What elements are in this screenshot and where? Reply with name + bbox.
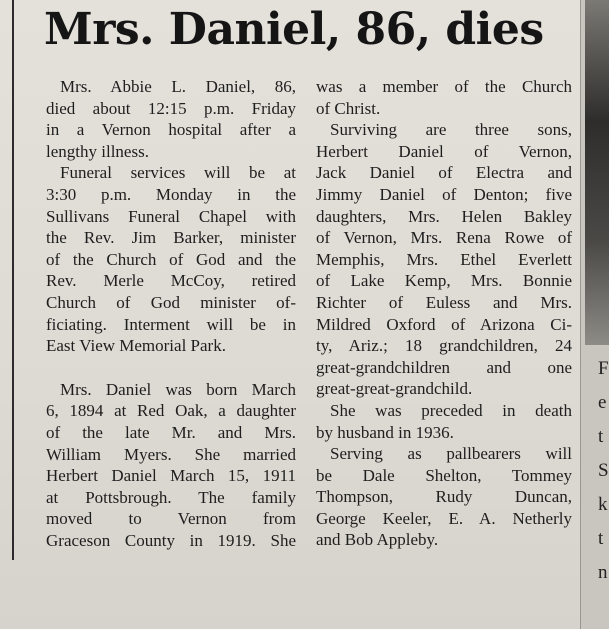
- fragment-letter: t: [598, 426, 604, 447]
- article-line: Mrs. Daniel was born March: [60, 379, 296, 399]
- article-line: East View Memorial Park.: [46, 336, 226, 356]
- article-line: great-great-grandchild.: [316, 379, 473, 399]
- article-line: the Rev. Jim Barker, minister: [46, 228, 296, 248]
- article-line: Herbert Daniel March 15, 1911: [46, 466, 296, 486]
- fragment-letter: e: [598, 392, 607, 413]
- column-rule: [12, 0, 14, 560]
- article-line: of Christ.: [316, 98, 381, 118]
- article-line: lengthy illness.: [46, 141, 149, 161]
- fragment-letter: n: [598, 562, 608, 583]
- article-line: by husband in 1936.: [316, 422, 454, 442]
- article-line: Funeral services will be at: [60, 163, 296, 183]
- article-line: Rev. Merle McCoy, retired: [46, 271, 296, 291]
- article-line: ficiating. Interment will be in: [46, 314, 296, 334]
- article-line: be Dale Shelton, Tommey: [316, 465, 572, 485]
- article-line: Memphis, Mrs. Ethel Everlett: [316, 249, 572, 269]
- article-line: ty, Ariz.; 18 grandchildren, 24: [316, 336, 572, 356]
- article-line: great-grandchildren and one: [316, 357, 572, 377]
- article-line: Sullivans Funeral Chapel with: [46, 206, 296, 226]
- article-line: 3:30 p.m. Monday in the: [46, 184, 296, 204]
- article-line: Serving as pallbearers will: [330, 444, 572, 464]
- article-line: Herbert Daniel of Vernon,: [316, 141, 572, 161]
- article-line: Church of God minister of-: [46, 292, 296, 312]
- article-line: 6, 1894 at Red Oak, a daughter: [46, 401, 296, 421]
- article-line: Surviving are three sons,: [330, 120, 572, 140]
- article-line: Jack Daniel of Electra and: [316, 163, 572, 183]
- fragment-letter: S: [598, 460, 609, 481]
- article-line: George Keeler, E. A. Netherly: [316, 508, 572, 528]
- adjacent-photo: [585, 0, 609, 345]
- article-line: was a member of the Church: [316, 77, 572, 96]
- article-line: Mildred Oxford of Arizona Ci-: [316, 314, 572, 334]
- article-line: and Bob Appleby.: [316, 530, 439, 550]
- article-line: Thompson, Rudy Duncan,: [316, 487, 572, 507]
- article-line: of the Church of God and the: [46, 249, 296, 269]
- adjacent-column-fragments: [598, 352, 609, 590]
- paragraph-gap: [46, 357, 296, 379]
- article-line: died about 12:15 p.m. Friday: [46, 98, 296, 118]
- article-line: of the late Mr. and Mrs.: [46, 422, 296, 442]
- article-line: Mrs. Abbie L. Daniel, 86,: [60, 77, 296, 96]
- article-line: daughters, Mrs. Helen Bakley: [316, 206, 572, 226]
- article-line: Graceson County in 1919. She: [46, 530, 296, 550]
- fragment-letter: t: [598, 528, 604, 549]
- fragment-letter: F: [598, 358, 609, 379]
- article-line: Jimmy Daniel of Denton; five: [316, 184, 572, 204]
- article-line: at Pottsbrough. The family: [46, 487, 296, 507]
- article-line: moved to Vernon from: [46, 509, 296, 529]
- fragment-letter: k: [598, 494, 608, 515]
- article-line: in a Vernon hospital after a: [46, 120, 296, 140]
- article-column-left: [46, 76, 296, 551]
- article-line: of Lake Kemp, Mrs. Bonnie: [316, 271, 572, 291]
- article-line: Richter of Euless and Mrs.: [316, 292, 572, 312]
- article-column-right: [316, 76, 572, 551]
- article-line: William Myers. She married: [46, 444, 296, 464]
- article-line: of Vernon, Mrs. Rena Rowe of: [316, 228, 572, 248]
- headline: Mrs. Daniel, 86, dies: [44, 4, 544, 55]
- article-line: She was preceded in death: [330, 400, 572, 420]
